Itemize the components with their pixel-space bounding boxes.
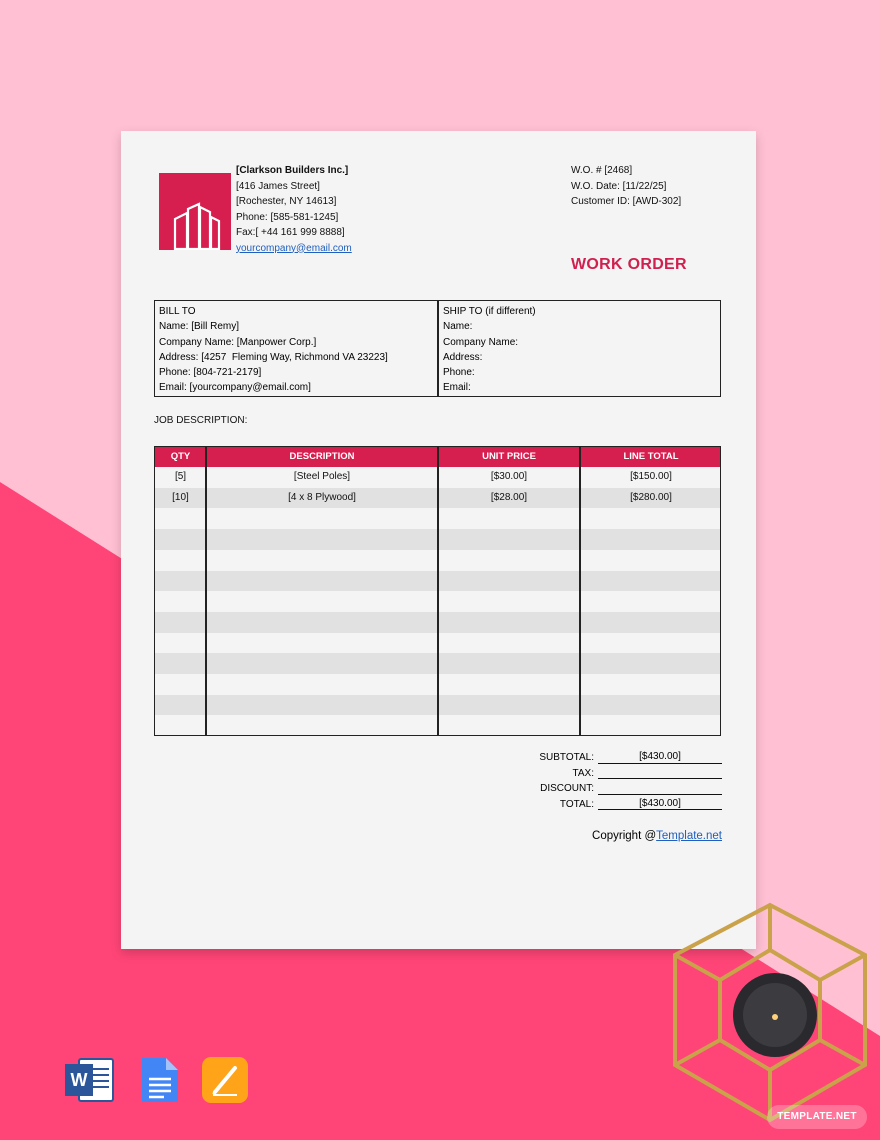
job-description-label: JOB DESCRIPTION:	[154, 415, 248, 426]
ship-to-phone: Phone:	[443, 367, 475, 379]
candle-holder-decoration	[660, 895, 880, 1140]
items-table	[154, 446, 721, 736]
bill-to-heading: BILL TO	[159, 306, 196, 317]
ship-to-name: Name:	[443, 321, 473, 333]
discount-value	[598, 781, 722, 795]
ship-to-company: Company Name:	[443, 336, 519, 348]
document-title: WORK ORDER	[571, 256, 687, 273]
cell-description: [4 x 8 Plywood]	[288, 491, 356, 503]
total-row	[501, 797, 722, 813]
word-icon	[65, 1056, 115, 1104]
tax-label: TAX:	[572, 767, 594, 779]
buildings-icon	[159, 173, 231, 250]
copyright-line	[501, 830, 722, 842]
discount-row	[501, 781, 722, 797]
tax-value	[598, 766, 722, 780]
ship-to-email: Email:	[443, 382, 471, 394]
google-docs-icon	[140, 1056, 180, 1104]
total-label: TOTAL:	[559, 798, 594, 810]
discount-label: DISCOUNT:	[540, 783, 594, 794]
bill-to-company: Company Name: [Manpower Corp.]	[159, 336, 317, 348]
company-city: [Rochester, NY 14613]	[236, 196, 337, 207]
cell-line-total: [$150.00]	[630, 471, 672, 482]
wo-number: W.O. # [2468]	[571, 165, 633, 176]
address-divider	[437, 301, 439, 396]
header-unit-price: UNIT PRICE	[482, 451, 536, 462]
totals-section	[501, 750, 722, 812]
company-info	[236, 163, 352, 256]
header-description: DESCRIPTION	[289, 451, 355, 462]
column-divider	[579, 447, 581, 735]
column-divider	[205, 447, 207, 735]
company-email-link[interactable]: yourcompany@email.com	[236, 242, 352, 254]
bill-to-phone: Phone: [804-721-2179]	[159, 367, 262, 379]
company-logo	[159, 173, 231, 250]
cell-qty: [5]	[174, 471, 187, 482]
template-net-link[interactable]: Template.net	[656, 830, 722, 842]
copyright-prefix: Copyright @	[592, 830, 657, 842]
header-qty: QTY	[170, 451, 191, 462]
template-net-watermark: TEMPLATE.NET	[767, 1105, 867, 1129]
work-order-document	[121, 131, 756, 949]
cell-unit-price: [$28.00]	[490, 491, 528, 503]
bill-to-section	[159, 304, 388, 396]
bill-to-address: Address: [4257 Fleming Way, Richmond VA 23223]	[159, 351, 388, 363]
cell-qty: [10]	[172, 491, 189, 503]
cell-line-total: [$280.00]	[630, 491, 672, 503]
column-divider	[437, 447, 439, 735]
company-name: [Clarkson Builders Inc.]	[236, 165, 349, 176]
header-line-total: LINE TOTAL	[623, 451, 679, 462]
cell-unit-price: [$30.00]	[490, 471, 528, 482]
subtotal-row	[501, 750, 722, 766]
pages-icon	[201, 1056, 249, 1104]
bill-to-email: Email: [yourcompany@email.com]	[159, 382, 311, 394]
cell-description: [Steel Poles]	[293, 471, 351, 482]
ship-to-address: Address:	[443, 351, 483, 363]
wo-date: W.O. Date: [11/22/25]	[571, 180, 667, 192]
total-value: [$430.00]	[598, 797, 722, 811]
company-fax: Fax:[ +44 161 999 8888]	[236, 227, 345, 238]
tax-row	[501, 766, 722, 782]
address-box	[154, 300, 721, 397]
ship-to-section	[443, 304, 536, 396]
company-street: [416 James Street]	[236, 180, 320, 192]
work-order-meta	[571, 163, 681, 210]
company-phone: Phone: [585-581-1245]	[236, 211, 339, 223]
bill-to-name: Name: [Bill Remy]	[159, 321, 240, 333]
subtotal-label: SUBTOTAL:	[539, 752, 594, 763]
ship-to-heading: SHIP TO (if different)	[443, 306, 536, 317]
svg-text:W: W	[70, 1070, 88, 1090]
subtotal-value: [$430.00]	[598, 750, 722, 764]
customer-id: Customer ID: [AWD-302]	[571, 196, 682, 207]
